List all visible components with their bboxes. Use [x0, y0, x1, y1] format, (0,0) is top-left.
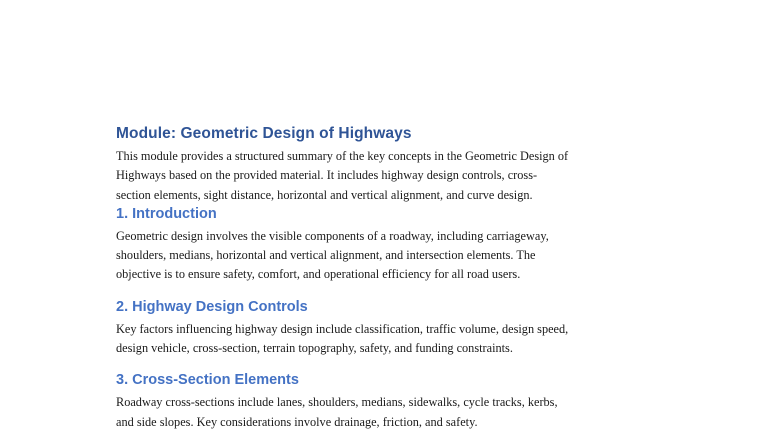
document-content [116, 124, 676, 441]
intro-line: Highways based on the provided material. It includes highway design controls, cross- [116, 168, 538, 183]
section-paragraph [116, 320, 676, 359]
intro-paragraph [116, 147, 676, 205]
paragraph-line: Roadway cross-sections include lanes, shoulders, medians, sidewalks, cycle tracks, kerbs, [116, 395, 558, 410]
section-paragraph [116, 393, 676, 432]
section-cross-section [116, 371, 676, 432]
section-design-controls [116, 298, 676, 359]
section-introduction [116, 205, 676, 285]
section-paragraph [116, 227, 676, 285]
section-heading: 1. Introduction [116, 205, 217, 222]
section-heading: 3. Cross-Section Elements [116, 372, 299, 389]
paragraph-line: shoulders, medians, horizontal and vertical alignment, and intersection elements. The [116, 248, 536, 263]
intro-line: section elements, sight distance, horizontal and vertical alignment, and curve design. [116, 187, 533, 202]
intro-line: This module provides a structured summary of the key concepts in the Geometric Design of [116, 149, 569, 163]
paragraph-line: design vehicle, cross-section, terrain topography, safety, and funding constraints. [116, 341, 513, 356]
paragraph-line: Geometric design involves the visible components of a roadway, including carriageway, [116, 228, 549, 243]
paragraph-line: and side slopes. Key considerations involve drainage, friction, and safety. [116, 414, 478, 429]
document-title: Module: Geometric Design of Highways [116, 125, 412, 142]
section-heading: 2. Highway Design Controls [116, 298, 308, 315]
paragraph-line: Key factors influencing highway design include classification, traffic volume, design speed, [116, 321, 569, 336]
paragraph-line: objective is to ensure safety, comfort, and operational efficiency for all road users. [116, 267, 521, 282]
